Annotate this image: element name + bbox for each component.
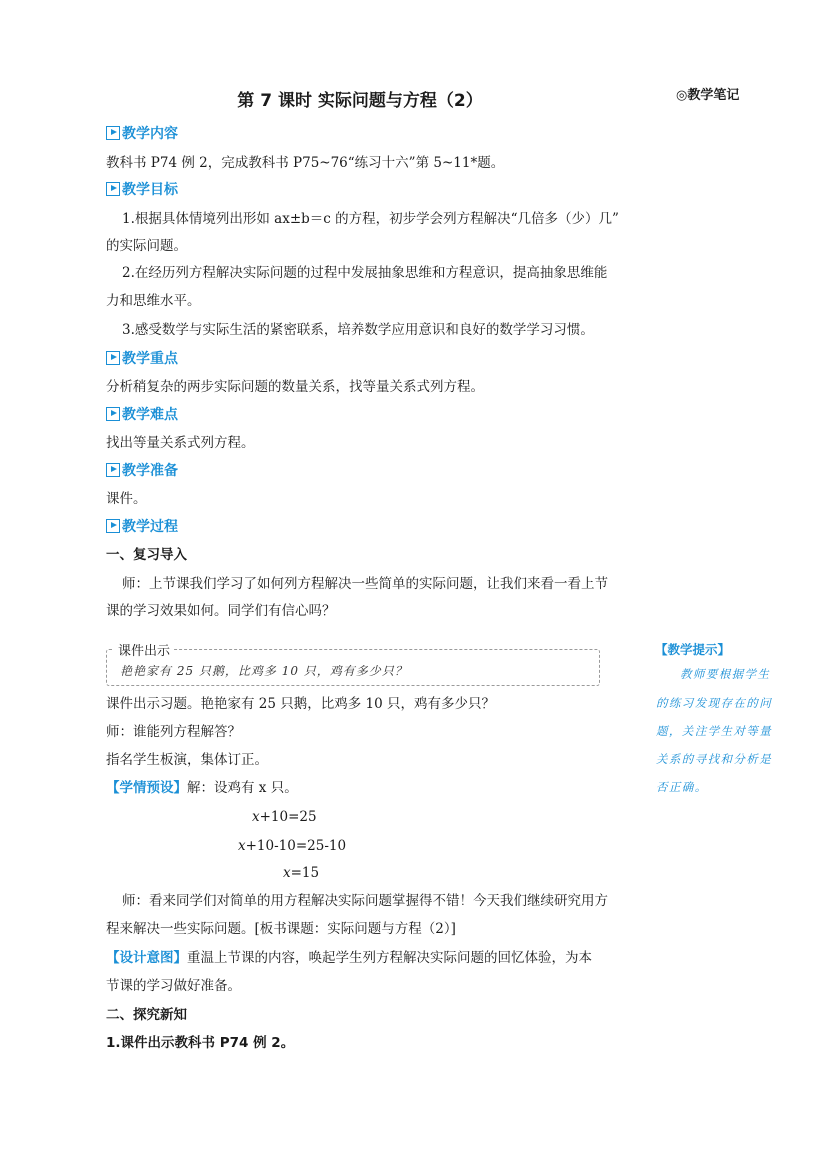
tip-line-2: 的练习发现存在的问 [656,696,773,710]
preset-text: 解：设鸡有 x 只。 [187,780,298,796]
equation-rest: =15 [290,865,320,881]
play-icon [106,351,120,365]
teacher-line-1a: 师：上节课我们学习了如何列方程解决一些简单的实际问题，让我们来看一看上节 [122,576,608,592]
goal-2-cont: 力和思维水平。 [106,293,201,309]
courseware-text: 艳艳家有 25 只鹅，比鸡多 10 只，鸡有多少只？ [120,664,408,678]
tip-line-1: 教师要根据学生 [680,667,771,681]
section-heading-goals [106,181,178,199]
board-line: 指名学生板演，集体订正。 [106,752,268,768]
section-heading-prep [106,462,178,480]
goal-1: 1.根据具体情境列出形如 ax±b＝c 的方程，初步学会列方程解决“几倍多（少）几” [122,211,619,227]
play-icon [106,182,120,196]
lesson-title: 第 7 课时 实际问题与方程（2） [237,91,483,111]
intent-line-b: 节课的学习做好准备。 [106,978,241,994]
courseware-label: 课件出示 [114,640,174,659]
teacher-line-3b: 程来解决一些实际问题。[板书课题：实际问题与方程（2）] [106,921,456,937]
section-heading-key [106,350,178,368]
teacher-line-1b: 课的学习效果如何。同学们有信心吗？ [106,603,336,619]
teacher-line-2: 师：谁能列方程解答？ [106,724,241,740]
preset-line [106,778,298,798]
section-heading-process [106,518,178,536]
intent-tag: 【设计意图】 [106,950,187,966]
goal-3: 3.感受数学与实际生活的紧密联系，培养数学应用意识和良好的数学学习习惯。 [122,322,594,338]
section-heading-label: 教学准备 [122,463,178,479]
section-heading-label: 教学重点 [122,351,178,367]
equation-rest: +10-10=25-10 [245,838,347,854]
play-icon [106,126,120,140]
play-icon [106,463,120,477]
equation-rest: +10=25 [259,809,317,825]
key-text: 分析稍复杂的两步实际问题的数量关系，找等量关系式列方程。 [106,379,484,395]
section-heading-label: 教学内容 [122,126,178,142]
equation-variable: x [238,838,246,854]
section-heading-label: 教学目标 [122,182,178,198]
play-icon [106,407,120,421]
equation-3 [283,865,319,881]
goal-1-cont: 的实际问题。 [106,238,187,254]
tip-line-5: 否正确。 [656,780,708,794]
step-1: 1.课件出示教科书 P74 例 2。 [106,1035,295,1051]
content-text: 教科书 P74 例 2，完成教科书 P75~76“练习十六”第 5~11*题。 [106,155,505,171]
intent-text: 重温上节课的内容，唤起学生列方程解决实际问题的回忆体验，为本 [187,950,592,966]
equation-variable: x [283,865,291,881]
tip-title: 【教学提示】 [655,642,731,657]
prep-text: 课件。 [106,491,147,507]
part1-heading: 一、复习导入 [106,547,187,563]
equation-variable: x [252,809,260,825]
intent-line-a [106,948,592,968]
part2-heading: 二、探究新知 [106,1007,187,1023]
preset-tag: 【学情预设】 [106,780,187,796]
teacher-line-3a: 师：看来同学们对简单的用方程解决实际问题掌握得不错！今天我们继续研究用方 [122,893,608,909]
section-heading-label: 教学难点 [122,407,178,423]
section-heading-content [106,125,178,143]
equation-2 [238,838,346,854]
section-heading-label: 教学过程 [122,519,178,535]
goal-2: 2.在经历列方程解决实际问题的过程中发展抽象思维和方程意识，提高抽象思维能 [122,265,608,281]
tip-line-3: 题，关注学生对等量 [656,724,773,738]
teaching-notes-label: ◎教学笔记 [676,88,740,103]
play-icon [106,519,120,533]
tip-line-4: 关系的寻找和分析是 [656,752,773,766]
show-exercise: 课件出示习题。艳艳家有 25 只鹅，比鸡多 10 只，鸡有多少只？ [106,696,496,712]
equation-1 [252,809,317,825]
section-heading-difficult [106,406,178,424]
difficult-text: 找出等量关系式列方程。 [106,435,255,451]
